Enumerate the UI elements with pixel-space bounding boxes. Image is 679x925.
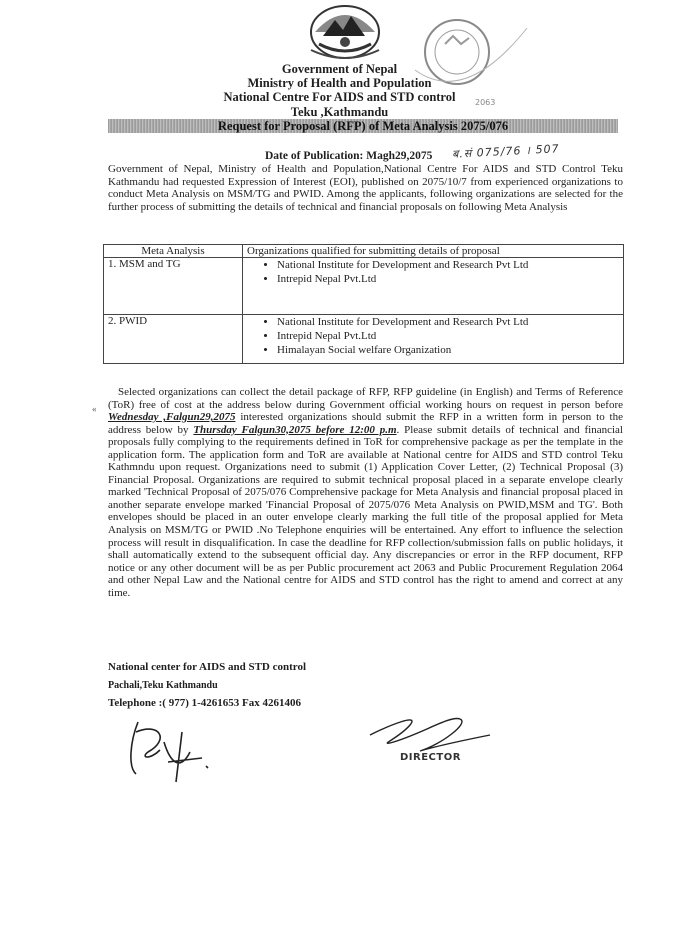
list-item: • Intrepid Nepal Pvt.Ltd (277, 272, 619, 286)
publication-date-label: Date of Publication: (265, 150, 364, 162)
header-government: Government of Nepal (281, 62, 398, 76)
collection-deadline: Wednesday ,Falgun29,2075 (108, 411, 236, 424)
table-cell-organizations (243, 258, 624, 315)
header-location: Teku ,Kathmandu (290, 105, 389, 119)
footer-address: Pachali,Teku Kathmandu (108, 680, 218, 691)
footer-organization: National center for AIDS and STD control (108, 661, 307, 673)
director-title-stamp: DIRECTOR (400, 752, 461, 763)
table-header-row (104, 245, 624, 258)
publication-date-value: Magh29,2075 (366, 150, 433, 162)
table-cell-organizations (243, 315, 624, 364)
table-cell-analysis: 2. PWID (104, 315, 243, 364)
table-header-meta-analysis: Meta Analysis (104, 245, 243, 258)
submission-deadline: Thursday Falgun30,2075 before 12:00 p.m (193, 423, 397, 436)
organizations-table (103, 244, 624, 364)
table-cell-analysis: 1. MSM and TG (104, 258, 243, 315)
footer-telephone: Telephone :( 977) 1-4261653 Fax 4261406 (108, 697, 302, 709)
list-item: • National Institute for Development and Research Pvt Ltd (277, 258, 619, 272)
instructions-paragraph (108, 386, 623, 599)
table-row (104, 315, 624, 364)
header-centre: National Centre For AIDS and STD control (223, 90, 456, 104)
signature-left (120, 712, 230, 792)
handwritten-reference-note: ब.सं 075/76 । 507 (451, 142, 560, 161)
instructions-part-1: Selected organizations can collect the detail package of RFP, RFP guideline (in English) and Terms of Reference (ToR) free of cost at the address below during Government official working hours on request in person before (108, 386, 623, 411)
nepal-emblem-icon (305, 2, 385, 62)
list-item: • National Institute for Development and Research Pvt Ltd (277, 315, 619, 329)
header-ministry: Ministry of Health and Population (247, 76, 432, 90)
intro-paragraph: Government of Nepal, Ministry of Health and Population,National Centre For AIDS and STD Control Teku Kathmandu had requested Expression of Interest (EOI), published on 2075/10/7 from experienced organizations to conduct Meta Analysis on MSM/TG and PWID. Among the applicants, following organizations are selected for the further process of submitting the details of technical and financial proposals on following Meta Analysis (108, 163, 623, 213)
stamp-year: 2063 (475, 98, 496, 107)
instructions-part-2: interested organizations should submit the RFP in a written form in person to the address below by (108, 411, 623, 436)
table-row (104, 258, 624, 315)
list-item: • Intrepid Nepal Pvt.Ltd (277, 329, 619, 343)
margin-mark: « (92, 404, 97, 414)
instructions-part-3: . Please submit details of technical and financial proposals fully complying to the requirements defined in ToR for comprehensive package as per the template in the application form. The application form and ToR are available at National centre for AIDS and STD control Teku Kathmndu upon request. Organizations need to submit (1) Application Cover Letter, (2) Technical Proposal (3) Financial Proposal. Organizations are required to submit technical proposal placed in a separate envelope clearly marked 'Technical Proposal of 2075/076 Comprehensive package for Meta Analysis and financial proposal placed in another separate envelope marked 'Financial Proposal of 2075/076 Meta Analysis on PWID,MSM and TG'. Both envelopes should be placed in an outer envelope clearly marking the full title of the proposal applied for Meta Analysis on MSM/TG or PWID .No Telephone enquiries will be entertained. Any effort to influence the selection process will result in disqualification. In case the deadline for RFP collection/submission falls on public holidays, it shall automatically extend to the subsequent official day. Any discrepancies or error in the RFP document, RFP notice or any other document will be as per Public procurement act 2063 and Public Procurement Regulation 2064 and other Nepal Law and the National centre for AIDS and STD control has the right to amend and correct at any time. (108, 423, 623, 599)
publication-date (265, 150, 432, 162)
table-header-organizations: Organizations qualified for submitting details of proposal (243, 245, 624, 258)
rfp-title-band: Request for Proposal (RFP) of Meta Analysis 2075/076 (108, 119, 618, 133)
list-item: • Himalayan Social welfare Organization (277, 343, 619, 357)
